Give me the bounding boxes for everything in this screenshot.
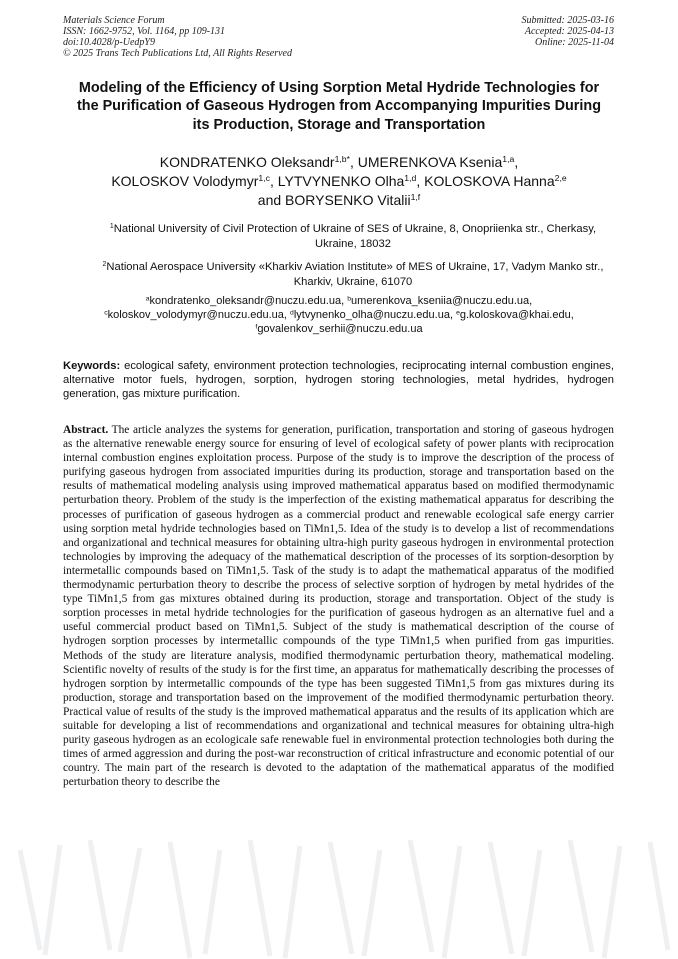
keywords-section (63, 359, 614, 401)
author-list (62, 153, 616, 210)
journal-header-right (522, 15, 615, 48)
author: KOLOSKOVA Hanna$^{2,e}$ (424, 173, 567, 189)
email-link[interactable]: $^b$umerenkova_kseniia@nuczu.edu.ua (347, 295, 530, 307)
email-link[interactable]: $^c$koloskov_volodymyr@nuczu.edu.ua (104, 309, 284, 321)
paper-title: Modeling of the Efficiency of Using Sorption Metal Hydride Technologies for the Purification of Gaseous Hydrogen from Accompanying Impurities During its Production, Storage and Transportation (77, 80, 601, 133)
copyright: © 2025 Trans Tech Publications Ltd, All Rights Reserved (63, 48, 292, 59)
author: KOLOSKOV Volodymyr$^{1,c}$, (111, 173, 278, 189)
keywords-text: ecological safety, environment protection technologies, reciprocating internal combustion engines, alternative motor fuels, hydrogen, sorption, hydrogen storing technologies, metal hydrides, hydrogen generation, gas mixture purification. (63, 360, 614, 400)
email-link[interactable]: $^e$g.koloskova@khai.edu (456, 309, 571, 321)
author: UMERENKOVA Ksenia$^{1,a}$, (357, 154, 519, 170)
abstract-text: The article analyzes the systems for generation, purification, transportation and storing of gaseous hydrogen as the alternative renewable energy source for ensuring of level of ecological safety of power plants with reciprocation internal combustion engines exploitation process. Purpose of the study is to improve the description of the process of purifying gaseous hydrogen from associated impurities during its production, storage and transportation based on the results of mathematical modeling analysis using improved mathematical apparatus based on modified thermodynamic perturbation theory. Problem of the study is the imperfection of the existing mathematical apparatus for describing the processes of purification of gaseous hydrogen as a commercial product and renewable ecological safe energy carrier using sorption metal hydride technologies based on TiMn1,5. Idea of the study is to develop a list of recommendations and organizational and technical measures for obtaining ultra-high purity gaseous hydrogen in environmental protection technologies by improving the adequacy of the mathematical description of the processes of its sorption-desorption by intermetallic compounds based on TiMn1,5. Task of the study is to adapt the mathematical apparatus of the modified thermodynamic perturbation theory to describe the process of selective sorption of hydrogen by metal hydrides of the type TiMn1,5 from gas mixtures obtained during its production, storage and transportation. Object of the study is sorption processes in metal hydride technologies for the purification of gaseous hydrogen as an alternative fuel and a useful commercial product based on TiMn1,5. Subject of the study is mathematical description of the course of hydrogen sorption processes by intermetallic compounds of the type TiMn1,5 when purified from gas impurities. Methods of the study are literature analysis, modified thermodynamic perturbation theory, mathematical modeling. Scientific novelty of results of the study is for the first time, an apparatus for mathematically describing the processes of hydrogen sorption by intermetallic compounds of the type has been suggested TiMn1,5 from gas mixtures during its production, storage and transportation based on the improvement of the modified thermodynamic perturbation theory. Practical value of results of the study is the improved mathematical apparatus and the results of its application which are suitable for developing a list of recommendations and organizational and technical measures for obtaining ultra-high purity gaseous hydrogen as an ecologicale safe renewable fuel in environmental protection technologies both during the times of armed aggression and during the post-war reconstruction of critical infrastructure and economic potential of our country. The main part of the research is devoted to the adaptation of the mathematical apparatus of the modified perturbation theory to describe the (63, 424, 614, 789)
issn: ISSN: 1662-9752, Vol. 1164, pp 109-131 (63, 26, 226, 37)
author: LYTVYNENKO Olha$^{1,d}$, (277, 173, 425, 189)
doi: doi:10.4028/p-UedpY9 (63, 37, 155, 48)
email-link[interactable]: $^a$kondratenko_oleksandr@nuczu.edu.ua (145, 295, 342, 307)
online-date: Online: 2025-11-04 (535, 37, 614, 48)
email-link[interactable]: $^f$govalenkov_serhii@nuczu.edu.ua (255, 323, 423, 335)
author: KONDRATENKO Oleksandr$^{1,b*}$, (159, 154, 358, 170)
abstract-section (63, 423, 614, 789)
affiliation-2: $^2$National Aerospace University «Kharkiv Aviation Institute» of MES of Ukraine, 17, Vadym Manko str., Kharkiv, Ukraine, 61070 (102, 261, 604, 288)
journal-name: Materials Science Forum (63, 15, 165, 26)
email-link[interactable]: $^d$lytvynenko_olha@nuczu.edu.ua (290, 309, 450, 321)
submitted-date: Submitted: 2025-03-16 (521, 15, 614, 26)
author: and BORYSENKO Vitalii$^{1,f}$ (257, 192, 421, 208)
abstract-label: Abstract. (63, 424, 109, 436)
watermark-pattern (0, 820, 678, 959)
keywords-label: Keywords: (63, 360, 121, 372)
affiliation-1: $^1$National University of Civil Protection of Ukraine of SES of Ukraine, 8, Onopriienka str., Cherkasy, Ukraine, 18032 (109, 223, 597, 250)
accepted-date: Accepted: 2025-04-13 (524, 26, 614, 37)
journal-header-left (63, 15, 292, 59)
author-emails: $^a$kondratenko_oleksandr@nuczu.edu.ua, $^b$umerenkova_kseniia@nuczu.edu.ua, $^c$koloskov_volodymyr@nuczu.edu.ua, $^d$lytvynenko_olha@nuczu.edu.ua, $^e$g.koloskova@khai.edu, $^f$govalenkov_serhii@nuczu.edu.ua (104, 295, 574, 335)
